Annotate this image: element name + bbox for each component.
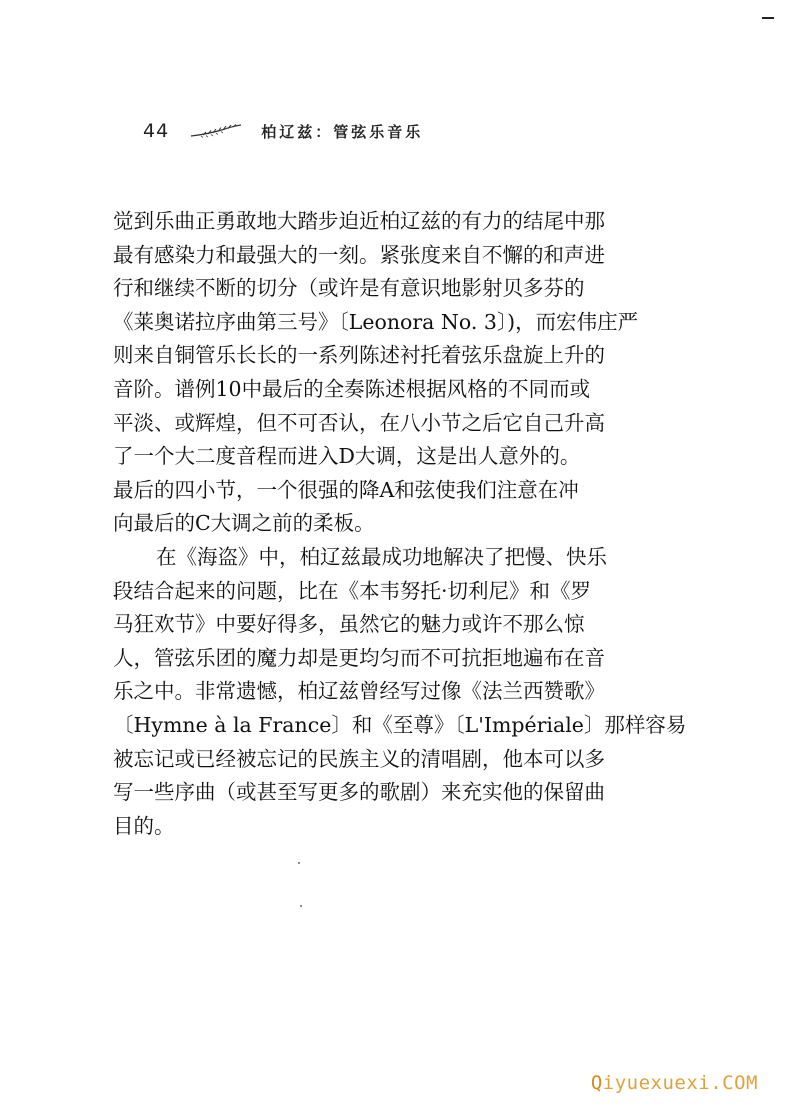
feather-ornament-icon bbox=[189, 124, 243, 138]
text-line: 在《海盗》中，柏辽兹最成功地解决了把慢、快乐 bbox=[156, 544, 607, 569]
text-line: 写一些序曲（或甚至写更多的歌剧）来充实他的保留曲 bbox=[113, 780, 605, 805]
watermark-rest: iyuexuexi.COM bbox=[602, 1072, 758, 1094]
text-line: 人，管弦乐团的魔力却是更均匀而不可抗拒地遍布在音 bbox=[113, 645, 605, 670]
text-line: 段结合起来的问题，比在《本韦努托·切利尼》和《罗 bbox=[113, 578, 592, 603]
scan-speck bbox=[298, 862, 300, 864]
text-line: 〔Hymne à la France〕和《至尊》〔L'Impériale〕那样容易 bbox=[113, 712, 687, 737]
text-line: 最后的四小节，一个很强的降A和弦使我们注意在冲 bbox=[113, 477, 579, 502]
text-line: 被忘记或已经被忘记的民族主义的清唱剧，他本可以多 bbox=[113, 746, 605, 771]
paragraph-1 bbox=[113, 205, 678, 541]
text-line: 目的。 bbox=[113, 813, 175, 838]
text-line: 觉到乐曲正勇敢地大踏步迫近柏辽兹的有力的结尾中那 bbox=[113, 209, 605, 233]
site-watermark bbox=[591, 1072, 758, 1094]
text-line: 乐之中。非常遗憾，柏辽兹曾经写过像《法兰西赞歌》 bbox=[113, 679, 605, 704]
corner-mark bbox=[762, 17, 774, 19]
text-line: 平淡、或辉煌，但不可否认，在八小节之后它自己升高 bbox=[113, 410, 605, 435]
running-title: 柏辽兹：管弦乐音乐 bbox=[261, 122, 424, 141]
text-line: 则来自铜管乐长长的一系列陈述衬托着弦乐盘旋上升的 bbox=[113, 343, 605, 368]
paragraph-2 bbox=[113, 541, 687, 843]
text-line: 音阶。谱例10中最后的全奏陈述根据风格的不同而或 bbox=[113, 376, 591, 401]
page-number: 44 bbox=[143, 120, 170, 142]
scan-speck bbox=[300, 905, 302, 907]
text-line: 向最后的C大调之前的柔板。 bbox=[113, 511, 375, 536]
text-line: 行和继续不断的切分（或许是有意识地影射贝多芬的 bbox=[113, 276, 585, 301]
page-header bbox=[143, 118, 423, 144]
text-line: 《莱奥诺拉序曲第三号》〔Leonora No. 3〕)，而宏伟庄严 bbox=[113, 309, 639, 334]
text-line: 最有感染力和最强大的一刻。紧张度来自不懈的和声进 bbox=[113, 242, 605, 267]
body-text bbox=[113, 205, 687, 843]
text-line: 马狂欢节》中要好得多，虽然它的魅力或许不那么惊 bbox=[113, 612, 585, 637]
text-line: 了一个大二度音程而进入D大调，这是出人意外的。 bbox=[113, 444, 581, 469]
watermark-initial: Q bbox=[590, 1072, 603, 1094]
